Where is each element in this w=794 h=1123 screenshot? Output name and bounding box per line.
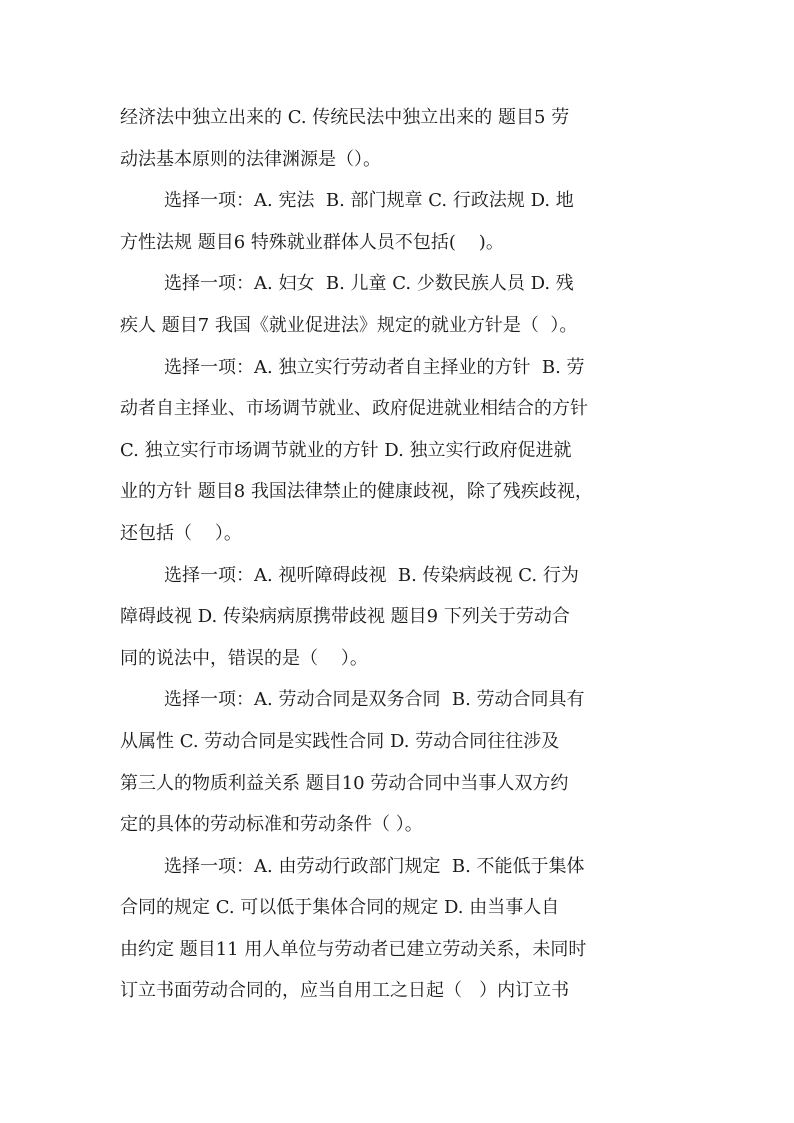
- text-line: 定的具体的劳动标准和劳动条件（ ）。: [120, 814, 423, 836]
- text-line: 选择一项：A. 视听障碍歧视 B. 传染病歧视 C. 行为: [164, 564, 579, 586]
- text-line: 选择一项：A. 妇女 B. 儿童 C. 少数民族人员 D. 残: [164, 273, 574, 295]
- text-line: 第三人的物质利益关系 题目10 劳动合同中当事人双方约: [120, 772, 569, 794]
- text-line: 选择一项：A. 由劳动行政部门规定 B. 不能低于集体: [164, 855, 585, 877]
- text-line: 经济法中独立出来的 C. 传统民法中独立出来的 题目5 劳: [120, 107, 570, 128]
- text-line: 业的方针 题目8 我国法律禁止的健康歧视，除了残疾歧视，: [120, 481, 593, 503]
- text-line: 选择一项：A. 宪法 B. 部门规章 C. 行政法规 D. 地: [164, 190, 574, 212]
- text-line: 订立书面劳动合同的，应当自用工之日起（ ）内订立书: [120, 980, 570, 1002]
- text-line: 还包括（ ）。: [120, 522, 242, 544]
- text-line: 动法基本原则的法律渊源是（）。: [120, 148, 381, 170]
- text-line: 选择一项：A. 劳动合同是双务合同 B. 劳动合同具有: [164, 689, 585, 711]
- document-body: [120, 97, 678, 1012]
- text-line: 由约定 题目11 用人单位与劳动者已建立劳动关系，未同时: [120, 938, 587, 960]
- text-line: 合同的规定 C. 可以低于集体合同的规定 D. 由当事人自: [120, 897, 560, 919]
- text-line: 选择一项：A. 独立实行劳动者自主择业的方针 B. 劳: [164, 356, 585, 378]
- text-line: 从属性 C. 劳动合同是实践性合同 D. 劳动合同往往涉及: [120, 730, 560, 752]
- text-line: 方性法规 题目6 特殊就业群体人员不包括( )。: [120, 231, 504, 253]
- text-line: 同的说法中，错误的是（ ）。: [120, 647, 368, 669]
- text-line: C. 独立实行市场调节就业的方针 D. 独立实行政府促进就: [120, 439, 572, 461]
- text-line: 障碍歧视 D. 传染病病原携带歧视 题目9 下列关于劳动合: [120, 606, 570, 628]
- text-line: 疾人 题目7 我国《就业促进法》规定的就业方针是（ ）。: [120, 314, 578, 336]
- text-line: 动者自主择业、市场调节就业、政府促进就业相结合的方针: [120, 398, 588, 420]
